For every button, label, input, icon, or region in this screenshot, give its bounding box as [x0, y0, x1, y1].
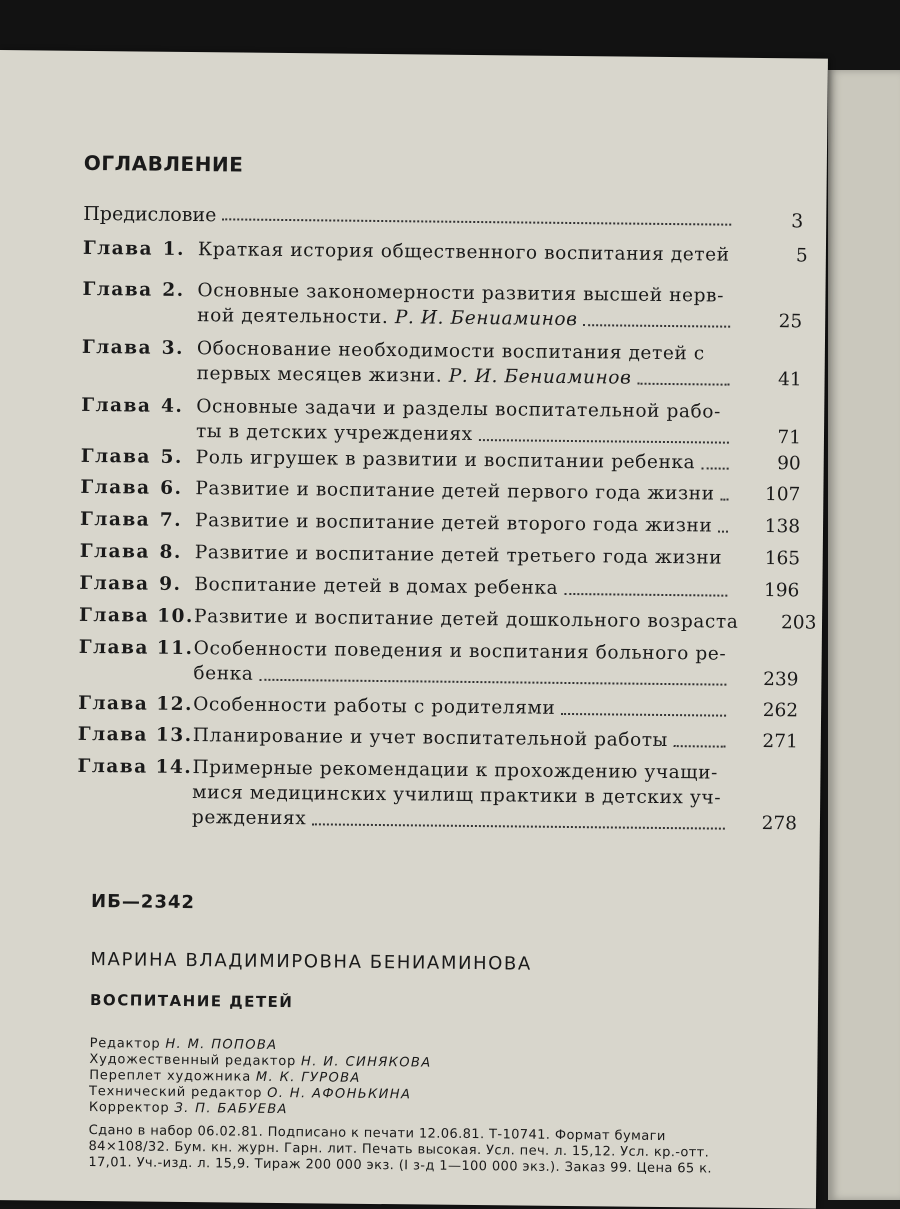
chapter-number: 4.	[159, 394, 183, 419]
chapter-page: 165	[738, 546, 800, 572]
toc-title: ОГЛАВЛЕНИЕ	[84, 151, 244, 177]
chapter-word: Глава	[80, 509, 150, 531]
chapter-label	[77, 754, 193, 830]
chapter-word: Глава	[77, 756, 147, 778]
chapter-label	[81, 393, 197, 444]
chapter-label	[78, 691, 193, 717]
chapter-word: Глава	[83, 238, 153, 260]
toc-entry	[82, 277, 802, 335]
chapter-number: 12.	[156, 692, 180, 717]
chapter-title-line: Основные задачи и разделы воспитательной рабо-	[196, 394, 721, 424]
chapter-label	[82, 277, 198, 328]
toc-entry	[78, 722, 798, 755]
chapter-word: Глава	[81, 446, 151, 468]
chapter-title-line: Роль игрушек в развитии и воспитании ребенка	[196, 445, 696, 475]
toc-entry	[80, 539, 800, 572]
chapter-title-line: мися медицинских училищ практики в детских уч-	[192, 780, 721, 811]
chapter-label	[78, 722, 193, 748]
chapter-title-line: Планирование и учет воспитательной работы	[193, 723, 668, 753]
toc-entry	[81, 335, 801, 393]
toc-entry	[78, 691, 798, 724]
chapter-title-line: Развитие и воспитание детей первого года жизни	[195, 476, 714, 506]
leader-dots	[674, 741, 726, 748]
chapter-page: 41	[739, 367, 801, 393]
credit-name: Н. И. СИНЯКОВА	[301, 1054, 432, 1070]
toc-entry	[80, 475, 800, 508]
credit-role: Технический редактор	[89, 1084, 267, 1101]
chapter-label	[83, 236, 198, 262]
chapter-label	[80, 539, 195, 565]
chapter-word: Глава	[80, 541, 150, 563]
chapter-word: Глава	[82, 279, 152, 301]
chapter-title-line: ной деятельности.	[197, 303, 388, 330]
toc-entry	[80, 507, 800, 540]
chapter-title-line: реждениях	[192, 805, 307, 831]
toc-entry	[81, 393, 801, 451]
credit-role: Переплет художника	[89, 1068, 256, 1085]
chapter-page: 278	[735, 811, 797, 837]
leader-dots	[259, 675, 726, 686]
chapter-title-line: бенка	[193, 661, 253, 687]
chapter-title-line: первых месяцев жизни.	[196, 361, 442, 389]
chapter-page: 196	[737, 578, 799, 604]
chapter-word: Глава	[80, 477, 150, 499]
toc-entry	[77, 754, 798, 837]
preface-page: 3	[741, 210, 803, 233]
chapter-word: Глава	[79, 573, 149, 595]
chapter-number: 3.	[160, 336, 184, 361]
chapter-page: 262	[736, 698, 798, 724]
chapter-label	[79, 571, 194, 597]
chapter-word: Глава	[78, 724, 148, 746]
chapter-title-line: Примерные рекомендации к прохождению учащи-	[192, 755, 718, 786]
chapter-label	[80, 507, 195, 533]
credit-name: З. П. БАБУЕВА	[174, 1101, 288, 1117]
leader-dots	[701, 463, 729, 469]
chapter-title-line: Развитие и воспитание детей третьего года жизни	[195, 540, 723, 571]
leader-dots	[637, 379, 729, 386]
chapter-number: 1.	[161, 237, 185, 262]
credit-role: Корректор	[89, 1100, 175, 1116]
book-title: ВОСПИТАНИЕ ДЕТЕЙ	[90, 991, 294, 1011]
chapter-label	[81, 444, 196, 470]
chapter-page: 138	[738, 514, 800, 540]
leader-dots	[564, 589, 727, 597]
preface-title: Предисловие	[83, 203, 216, 226]
chapter-author: Р. И. Бениаминов	[388, 305, 577, 332]
chapter-number: 2.	[160, 278, 184, 303]
chapter-number: 9.	[157, 572, 181, 597]
chapter-title-line: Развитие и воспитание детей дошкольного возраста	[194, 604, 739, 635]
ib-number: ИБ—2342	[91, 891, 195, 913]
credit-name: О. Н. АФОНЬКИНА	[267, 1086, 411, 1103]
chapter-number: 14.	[155, 755, 179, 780]
leader-dots	[479, 435, 729, 444]
toc-entry	[78, 635, 798, 693]
leader-dots	[222, 214, 731, 225]
chapter-label	[78, 635, 194, 686]
credit-name: Н. М. ПОПОВА	[165, 1037, 277, 1053]
chapter-number: 7.	[158, 508, 182, 533]
chapter-page: 203	[754, 610, 816, 636]
chapter-number: 8.	[158, 540, 182, 565]
leader-dots	[718, 527, 728, 533]
toc-entry	[79, 603, 799, 636]
chapter-page: 271	[736, 729, 798, 755]
chapter-number: 10.	[157, 604, 181, 629]
chapter-title-line: Воспитание детей в домах ребенка	[194, 572, 558, 601]
chapter-title-line: Особенности поведения и воспитания больного ре-	[194, 636, 727, 667]
chapter-page: 107	[738, 482, 800, 508]
chapter-page: 5	[746, 243, 808, 269]
page-edge	[828, 70, 900, 1200]
chapter-number: 6.	[158, 476, 182, 501]
leader-dots	[584, 320, 731, 328]
chapter-page: 71	[739, 425, 801, 451]
chapter-title-line: Особенности работы с родителями	[193, 692, 555, 721]
credit-name: М. К. ГУРОВА	[256, 1070, 361, 1086]
chapter-title-line: Обоснование необходимости воспитания детей с	[197, 336, 705, 366]
print-info: Сдано в набор 06.02.81. Подписано к печати 12.06.81. Т-10741. Формат бумаги 84×108/32. Бум. кн. журн. Гарн. лит. Печать высокая. Усл. печ. л. 15,12. Усл. кр.-отт. 17,01. Уч.-изд. л. 15,9. Тираж 200 000 экз. (I з-д 1—100 000 экз.). Заказ 99. Цена 65 к.	[88, 1123, 748, 1178]
chapter-number: 13.	[156, 723, 180, 748]
chapter-label	[80, 475, 195, 501]
chapter-page: 90	[739, 451, 801, 477]
chapter-page: 239	[736, 667, 798, 693]
toc-entry	[83, 236, 803, 269]
chapter-word: Глава	[79, 637, 149, 659]
toc-preface	[83, 203, 803, 233]
chapter-title-line: ты в детских учреждениях	[196, 419, 473, 447]
toc-entry	[79, 571, 799, 604]
book-page	[0, 50, 828, 1209]
chapter-title-line: Основные закономерности развития высшей нерв-	[197, 278, 724, 309]
credit-role: Художественный редактор	[89, 1052, 301, 1069]
chapter-number: 5.	[159, 445, 183, 470]
credits-list	[89, 1036, 432, 1120]
chapter-label	[81, 335, 197, 386]
chapter-page: 25	[740, 309, 802, 335]
chapter-label	[79, 603, 194, 629]
chapter-number: 11.	[157, 636, 181, 661]
leader-dots	[312, 819, 725, 829]
chapter-title-line: Развитие и воспитание детей второго года жизни	[195, 508, 713, 538]
chapter-author: Р. И. Бениаминов	[442, 364, 631, 391]
chapter-word: Глава	[82, 337, 152, 359]
chapter-word: Глава	[81, 395, 151, 417]
credit-role: Редактор	[90, 1036, 166, 1052]
leader-dots	[721, 495, 729, 501]
chapter-word: Глава	[78, 693, 148, 715]
leader-dots	[561, 709, 726, 717]
book-author: МАРИНА ВЛАДИМИРОВНА БЕНИАМИНОВА	[90, 949, 532, 975]
chapter-word: Глава	[79, 605, 149, 627]
chapter-title-line: Краткая история общественного воспитания детей	[198, 237, 730, 268]
